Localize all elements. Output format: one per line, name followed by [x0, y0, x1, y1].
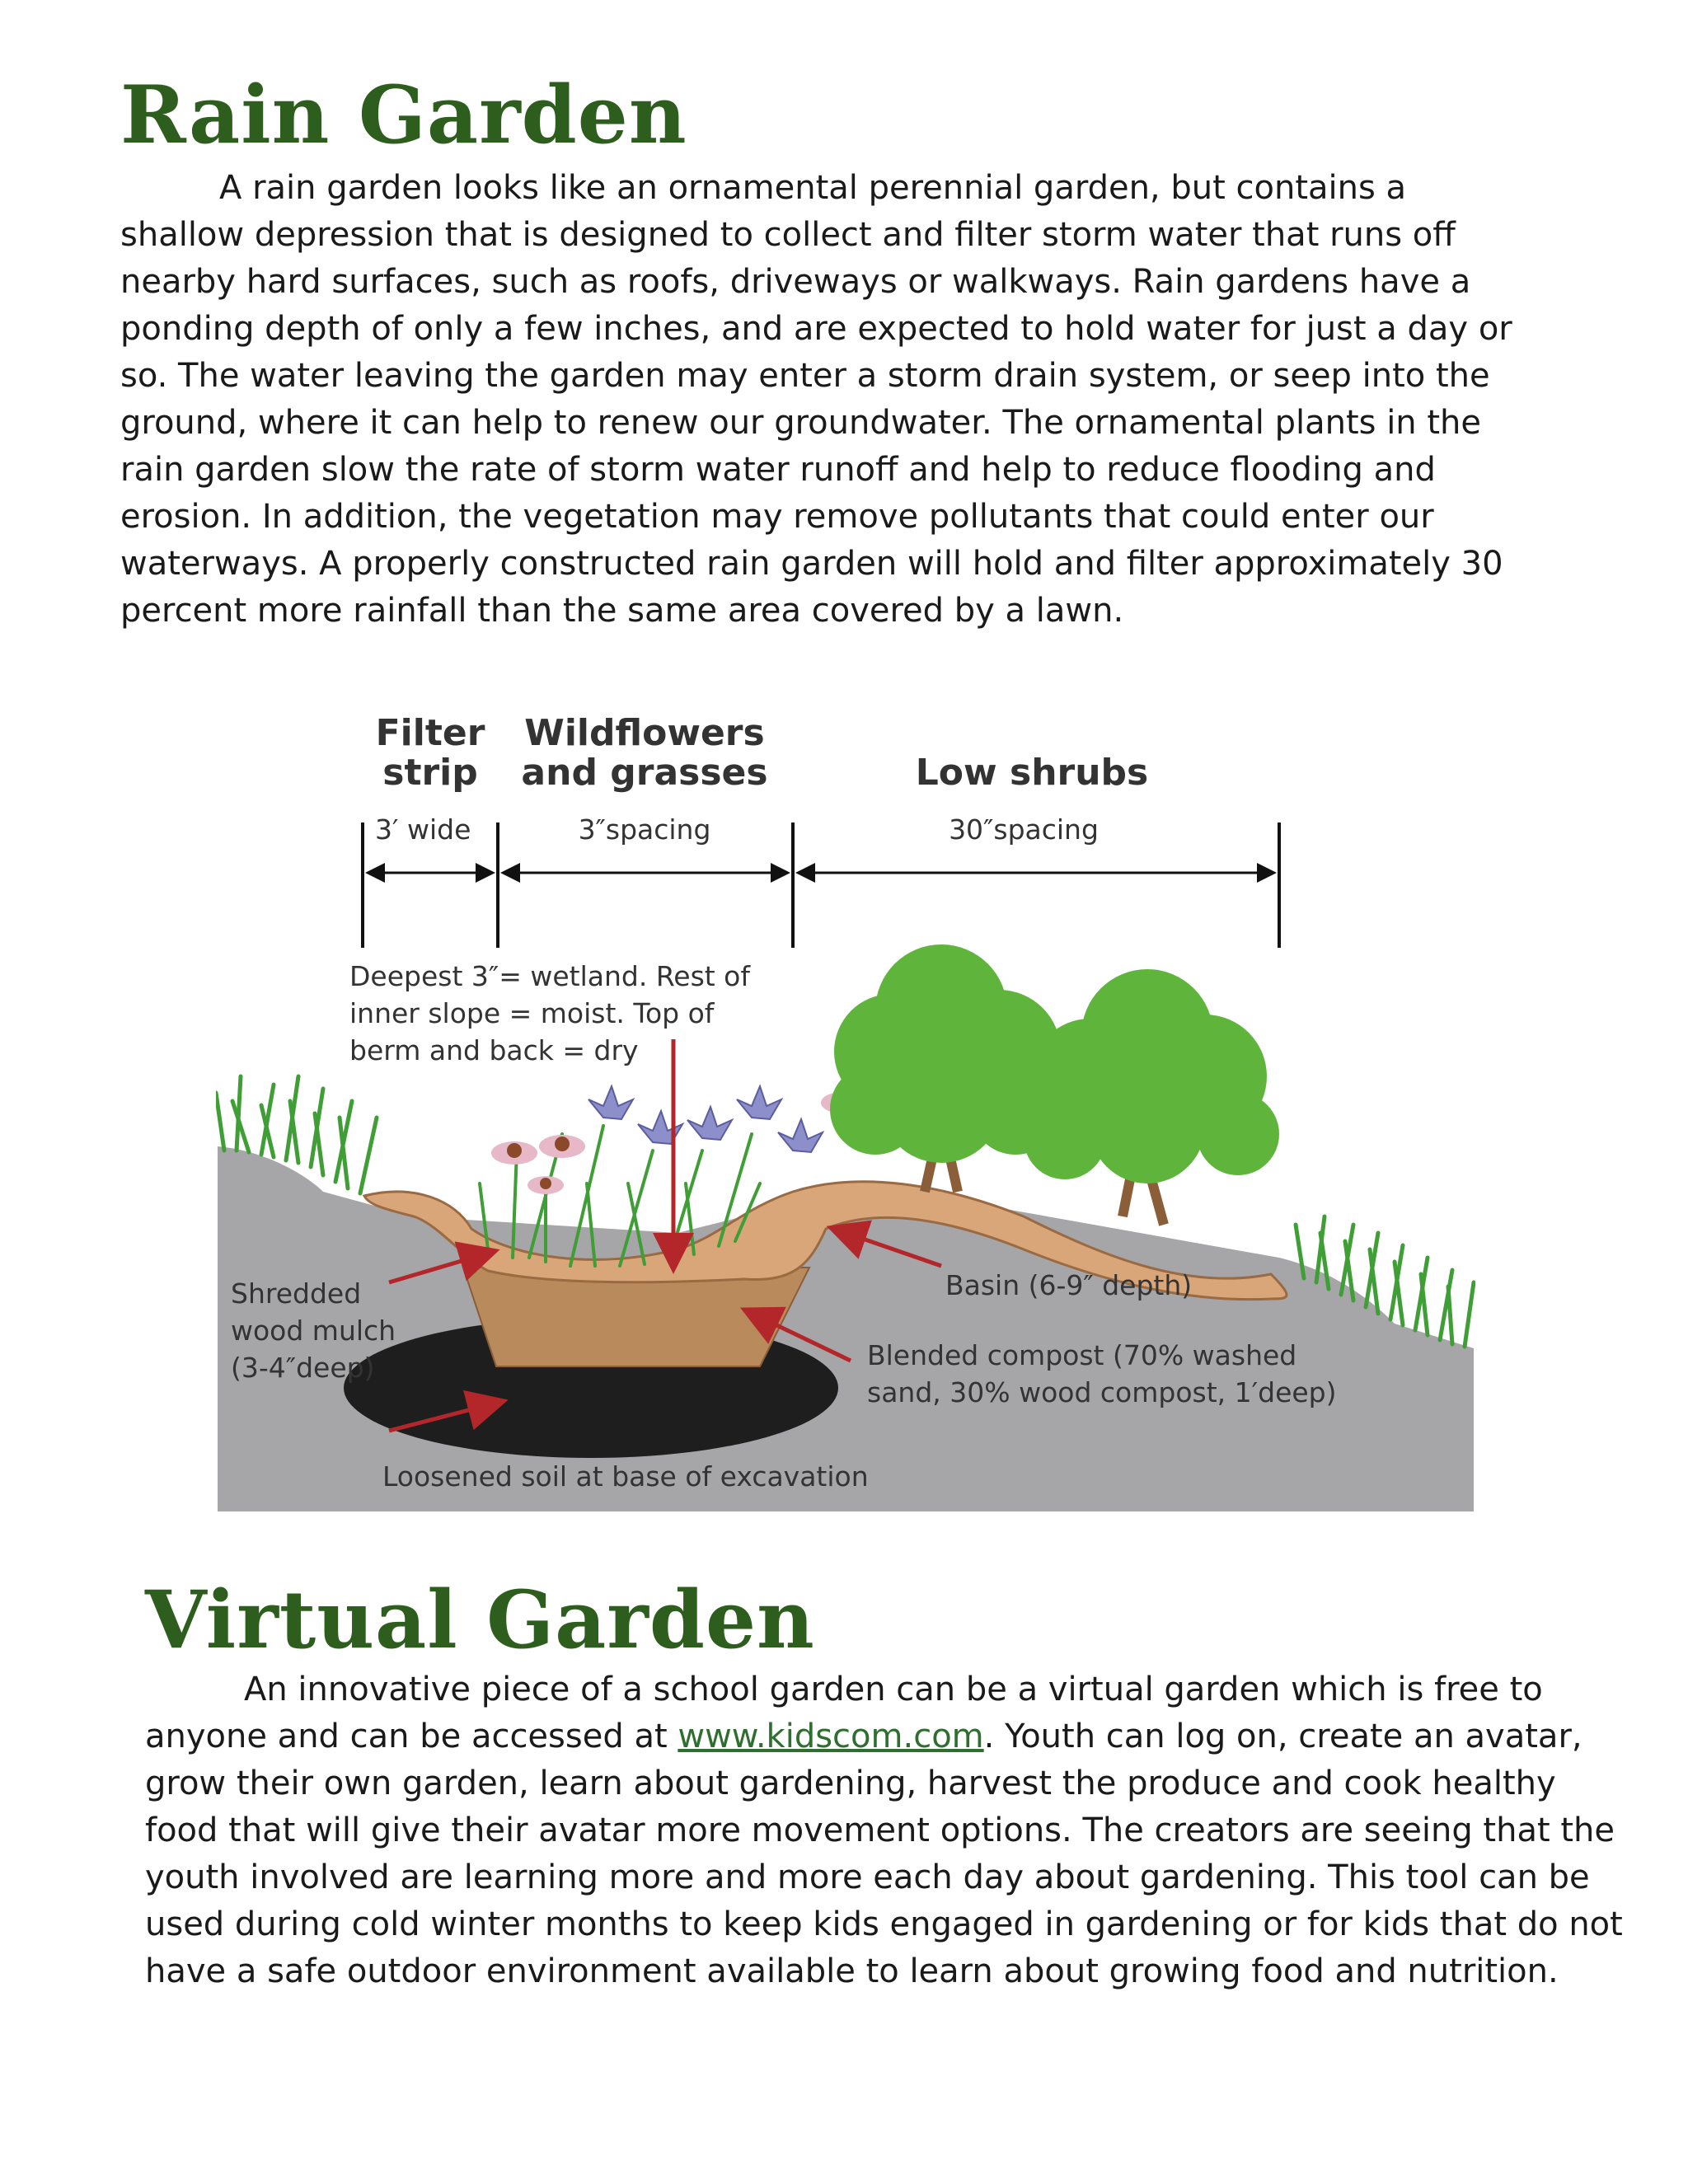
- compost-label-1: Blended compost (70% washed: [867, 1339, 1297, 1371]
- virtual-garden-text-2: . Youth can log on, create an avatar, grow their own garden, learn about gardening, harvest the produce and cook healthy food that will give their avatar more movement options. The creators are seeing that the youth involved are learning more and more each day about gardening. This tool can be used during cold winter months to keep kids engaged in gardening or for kids that do not have a safe outdoor environment available to learn about growing food and nutrition.: [145, 1718, 1623, 1990]
- label-wild-2: and grasses: [521, 752, 768, 794]
- rain-garden-diagram: [216, 689, 1475, 1513]
- dim-wild: 3″spacing: [578, 813, 711, 846]
- virtual-garden-paragraph: [145, 1666, 1629, 1995]
- label-filter-2: strip: [382, 752, 478, 794]
- dim-filter: 3′ wide: [375, 813, 471, 846]
- virtual-garden-text-1: An innovative piece of a school garden can be a virtual garden which is free to anyone and can be accessed at: [145, 1671, 1543, 1755]
- zones-note-3: berm and back = dry: [349, 1034, 639, 1066]
- soil-label: Loosened soil at base of excavation: [382, 1460, 869, 1493]
- mulch-label-1: Shredded: [231, 1277, 362, 1310]
- dimension-lines: [363, 823, 1279, 948]
- label-shrubs: Low shrubs: [915, 752, 1149, 794]
- zones-note-1: Deepest 3″= wetland. Rest of: [349, 960, 750, 992]
- basin-label: Basin (6-9″ depth): [945, 1269, 1193, 1301]
- label-wild-1: Wildflowers: [524, 712, 765, 754]
- zones-note-2: inner slope = moist. Top of: [349, 997, 715, 1029]
- compost-label-2: sand, 30% wood compost, 1′deep): [867, 1376, 1337, 1408]
- rain-garden-paragraph: A rain garden looks like an ornamental perennial garden, but contains a shallow depression that is designed to collect and filter storm water that runs off nearby hard surfaces, such as roofs, driveways or walkways. Rain gardens have a ponding depth of only a few inches, and are expected to hold water for just a day or so. The water leaving the garden may enter a storm drain system, or seep into the ground, where it can help to renew our groundwater. The ornamental plants in the rain garden slow the rate of storm water runoff and help to reduce flooding and erosion. In addition, the vegetation may remove pollutants that could enter our waterways. A properly constructed rain garden will hold and filter approximately 30 percent more rainfall than the same area covered by a lawn.: [120, 169, 1512, 630]
- virtual-garden-title: Virtual Garden: [145, 1573, 815, 1666]
- label-filter-1: Filter: [375, 712, 485, 754]
- kidscom-link[interactable]: www.kidscom.com: [678, 1718, 984, 1755]
- mulch-label-2: wood mulch: [231, 1315, 396, 1347]
- iris-flowers: [588, 1086, 823, 1152]
- mulch-label-3: (3-4″deep): [231, 1352, 375, 1384]
- rain-garden-title: Rain Garden: [120, 68, 687, 162]
- dim-shrubs: 30″spacing: [949, 813, 1099, 846]
